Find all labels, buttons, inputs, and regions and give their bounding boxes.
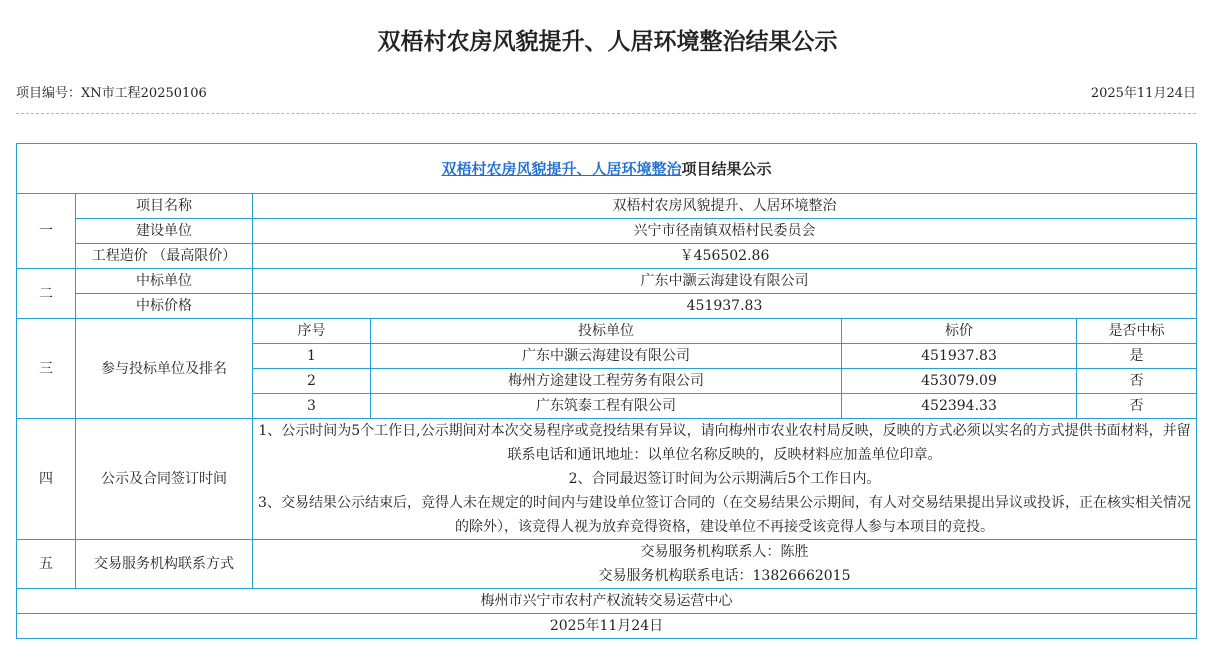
contact-info [253,540,1197,589]
notice-line: 2、合同最迟签订时间为公示期满后5个工作日内。 [568,471,881,487]
meta-row [16,84,1196,104]
section-index: 四 [17,419,76,540]
table-row [17,540,1197,589]
table-row [17,194,1197,219]
contact-phone: 交易服务机构联系电话：13826662015 [598,568,851,584]
divider [16,113,1196,114]
table-row [17,244,1197,269]
row-value: ￥456502.86 [253,244,1197,269]
table-caption-suffix: 项目结果公示 [681,159,772,178]
column-header: 投标单位 [371,319,842,344]
bidder-company: 梅州方途建设工程劳务有限公司 [371,369,842,394]
footer-date: 2025年11月24日 [17,614,1197,639]
row-label: 中标单位 [76,269,253,294]
bidder-no: 2 [253,369,371,394]
bidder-won: 是 [1077,344,1197,369]
publish-date: 2025年11月24日 [1090,86,1196,101]
project-number-value: XN市工程20250106 [81,86,207,101]
project-number-label: 项目编号： [16,86,82,101]
row-label: 工程造价 （最高限价） [76,244,253,269]
notice-text [253,419,1197,540]
section-index: 三 [17,319,76,419]
row-label: 交易服务机构联系方式 [76,540,253,589]
table-caption [17,144,1197,194]
row-label: 公示及合同签订时间 [76,419,253,540]
bidder-won: 否 [1077,369,1197,394]
result-table [16,143,1197,639]
section-index: 五 [17,540,76,589]
notice-line: 1、公示时间为5个工作日,公示期间对本次交易程序或竞投结果有异议，请向梅州市农业农村局反映，反映的方式必须以实名的方式提供书面材料，并留联系电话和通讯地址：以单位名称反映的，反映材料应加盖单位印章。 [258,423,1191,463]
notice-line: 3、交易结果公示结束后，竞得人未在规定的时间内与建设单位签订合同的（在交易结果公示期间，有人对交易结果提出异议或投诉，正在核实相关情况的除外），该竞得人视为放弃竞得资格，建设单位不再接受该竞得人参与本项目的竞投。 [258,495,1191,535]
column-header: 标价 [842,319,1077,344]
row-value: 451937.83 [253,294,1197,319]
table-row [17,419,1197,540]
page-title: 双梧村农房风貌提升、人居环境整治结果公示 [377,29,838,55]
bidder-no: 1 [253,344,371,369]
bidder-company: 广东筑泰工程有限公司 [371,394,842,419]
bidder-no: 3 [253,394,371,419]
row-label: 中标价格 [76,294,253,319]
footer-org: 梅州市兴宁市农村产权流转交易运营中心 [17,589,1197,614]
section-index: 一 [17,194,76,269]
row-label: 建设单位 [76,219,253,244]
row-label: 项目名称 [76,194,253,219]
contact-person: 交易服务机构联系人：陈胜 [640,544,809,560]
column-header: 是否中标 [1077,319,1197,344]
row-value: 广东中灏云海建设有限公司 [253,269,1197,294]
table-caption-link[interactable]: 双梧村农房风貌提升、人居环境整治 [441,159,682,178]
project-number [16,84,207,104]
table-row [17,319,1197,344]
table-row [17,219,1197,244]
row-value: 兴宁市径南镇双梧村民委员会 [253,219,1197,244]
table-row [17,294,1197,319]
bidder-company: 广东中灏云海建设有限公司 [371,344,842,369]
bidder-price: 452394.33 [842,394,1077,419]
column-header: 序号 [253,319,371,344]
bidder-won: 否 [1077,394,1197,419]
bidder-price: 453079.09 [842,369,1077,394]
row-value: 双梧村农房风貌提升、人居环境整治 [253,194,1197,219]
bidder-price: 451937.83 [842,344,1077,369]
section-index: 二 [17,269,76,319]
table-row [17,269,1197,294]
row-label: 参与投标单位及排名 [76,319,253,419]
